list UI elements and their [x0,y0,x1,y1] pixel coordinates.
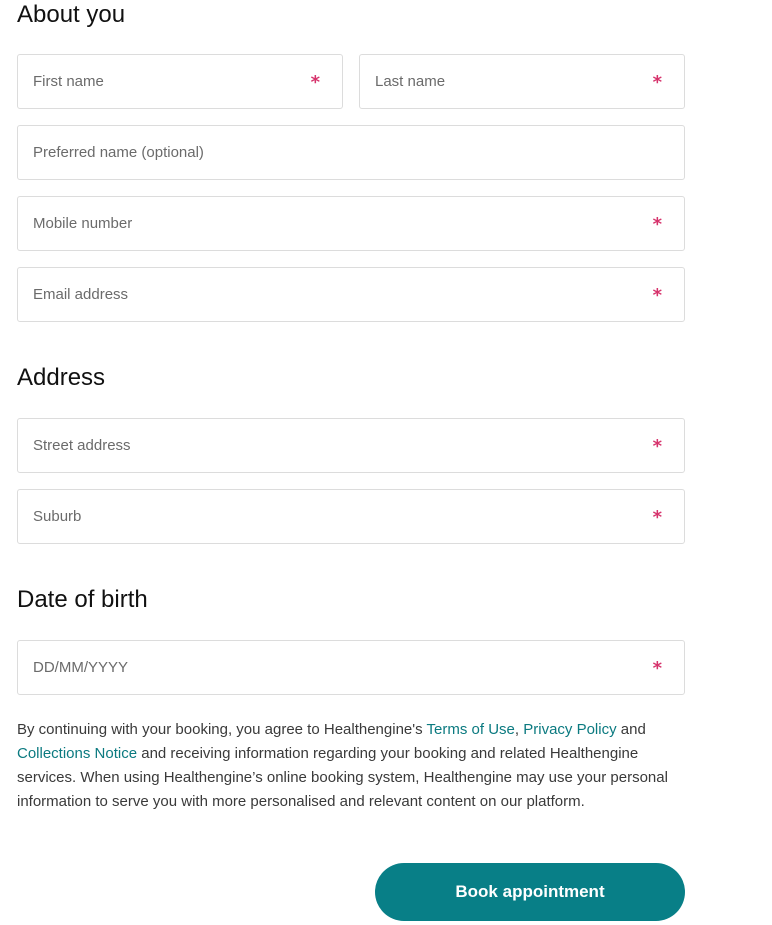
required-marker: * [652,658,662,679]
preferred-name-field[interactable] [17,125,685,180]
first-name-input[interactable] [18,55,342,108]
disclaimer-separator: and [616,721,646,738]
booking-disclaimer [17,718,687,814]
suburb-field[interactable] [17,489,685,544]
email-address-field[interactable] [17,267,685,322]
book-appointment-button[interactable]: Book appointment [375,863,685,921]
email-address-input[interactable] [18,268,684,321]
date-of-birth-field[interactable] [17,640,685,695]
disclaimer-intro-text: By continuing with your booking, you agree to Healthengine's [17,721,427,738]
date-of-birth-input[interactable] [18,641,684,694]
collections-notice-link[interactable]: Collections Notice [17,745,138,762]
disclaimer-outro-text: and receiving information regarding your booking and related Healthengine services. When using Healthengine’s online booking system, Healthengine may use your personal information to serve you with more personalised and relevant content on our platform. [17,745,668,810]
required-marker: * [652,285,662,306]
suburb-input[interactable] [18,490,684,543]
required-marker: * [652,72,662,93]
street-address-field[interactable] [17,418,685,473]
required-marker: * [652,436,662,457]
mobile-number-input[interactable] [18,197,684,250]
address-heading: Address [17,364,106,391]
required-marker: * [652,507,662,528]
mobile-number-field[interactable] [17,196,685,251]
privacy-policy-link[interactable]: Privacy Policy [523,721,617,738]
last-name-field[interactable] [359,54,685,109]
terms-of-use-link[interactable]: Terms of Use [426,721,515,738]
preferred-name-input[interactable] [18,126,684,179]
required-marker: * [310,72,320,93]
required-marker: * [652,214,662,235]
disclaimer-separator: , [514,721,524,738]
first-name-field[interactable] [17,54,343,109]
about-you-heading: About you [17,1,126,28]
street-address-input[interactable] [18,419,684,472]
date-of-birth-heading: Date of birth [17,586,148,613]
last-name-input[interactable] [360,55,684,108]
